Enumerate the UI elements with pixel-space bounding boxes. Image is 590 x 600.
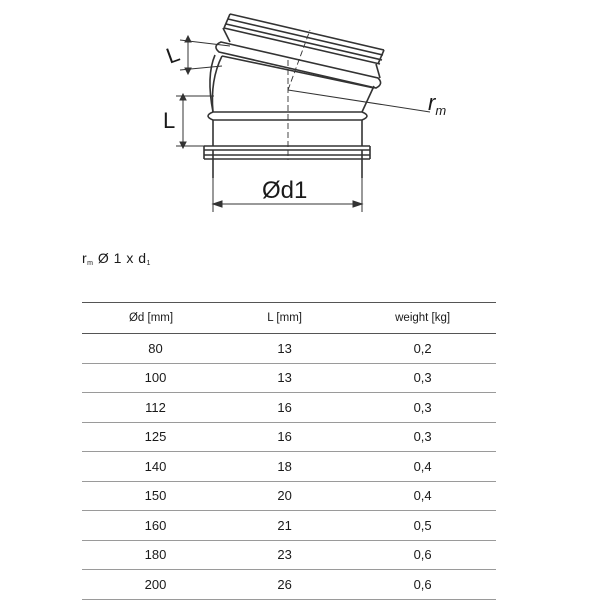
cell-length: 16 bbox=[220, 393, 349, 423]
cell-weight: 0,2 bbox=[349, 334, 496, 364]
cell-diameter: 140 bbox=[82, 452, 220, 482]
cell-diameter: 200 bbox=[82, 570, 220, 600]
header-length: L [mm] bbox=[220, 303, 349, 334]
cell-weight: 0,3 bbox=[349, 422, 496, 452]
table-row bbox=[82, 570, 496, 600]
formula-d-sub: 1 bbox=[146, 260, 151, 267]
cell-diameter: 100 bbox=[82, 363, 220, 393]
label-diameter: Ød1 bbox=[262, 177, 308, 204]
bend-inner-curve bbox=[212, 56, 222, 112]
cell-diameter: 180 bbox=[82, 540, 220, 570]
table-row bbox=[82, 452, 496, 482]
formula-r: r bbox=[82, 250, 88, 266]
formula-middle: Ø 1 x d bbox=[93, 250, 147, 266]
cell-diameter: 160 bbox=[82, 511, 220, 541]
label-L-side: L bbox=[163, 108, 176, 133]
bend-radius-formula bbox=[82, 250, 151, 267]
table-row bbox=[82, 481, 496, 511]
table-row bbox=[82, 511, 496, 541]
cell-length: 21 bbox=[220, 511, 349, 541]
cell-length: 26 bbox=[220, 570, 349, 600]
table-row bbox=[82, 540, 496, 570]
lower-sealing-ring bbox=[208, 112, 367, 120]
label-L-top: L bbox=[162, 40, 183, 69]
cell-weight: 0,4 bbox=[349, 481, 496, 511]
table-row bbox=[82, 393, 496, 423]
cell-weight: 0,6 bbox=[349, 540, 496, 570]
cell-weight: 0,4 bbox=[349, 452, 496, 482]
cell-weight: 0,3 bbox=[349, 393, 496, 423]
cell-length: 13 bbox=[220, 363, 349, 393]
table-row bbox=[82, 334, 496, 364]
cell-length: 23 bbox=[220, 540, 349, 570]
cell-length: 13 bbox=[220, 334, 349, 364]
cell-weight: 0,3 bbox=[349, 363, 496, 393]
cell-diameter: 112 bbox=[82, 393, 220, 423]
table-row bbox=[82, 363, 496, 393]
label-r-m: $r_m$ bbox=[428, 90, 447, 118]
cell-diameter: 150 bbox=[82, 481, 220, 511]
dimensions-table bbox=[82, 302, 496, 600]
header-weight: weight [kg] bbox=[349, 303, 496, 334]
cell-diameter: 125 bbox=[82, 422, 220, 452]
formula-r-sub: m bbox=[87, 260, 94, 267]
cell-weight: 0,5 bbox=[349, 511, 496, 541]
header-diameter: Ød [mm] bbox=[82, 303, 220, 334]
cell-weight: 0,6 bbox=[349, 570, 496, 600]
cell-length: 20 bbox=[220, 481, 349, 511]
cell-diameter: 80 bbox=[82, 334, 220, 364]
table-header-row bbox=[82, 303, 496, 334]
cell-length: 18 bbox=[220, 452, 349, 482]
cell-length: 16 bbox=[220, 422, 349, 452]
table-row bbox=[82, 422, 496, 452]
bend-technical-drawing bbox=[0, 0, 590, 230]
